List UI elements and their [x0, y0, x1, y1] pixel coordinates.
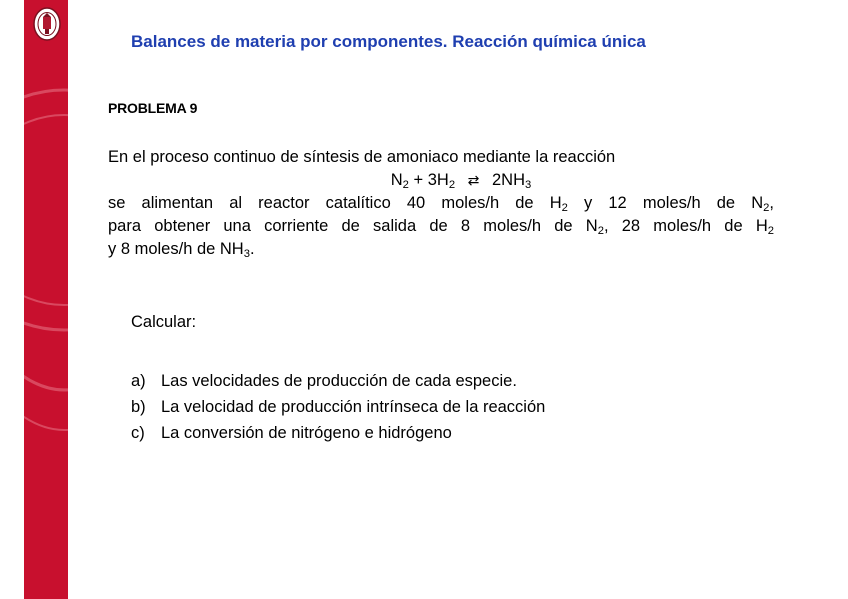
task-list — [131, 368, 545, 446]
list-item — [131, 420, 545, 446]
university-logo-icon — [32, 6, 62, 42]
sidebar-band — [24, 0, 68, 599]
problem-statement — [108, 146, 774, 261]
outlet-end-sub-1: 3 — [243, 247, 250, 260]
statement-intro: En el proceso continuo de síntesis de amoniaco mediante la reacción — [108, 148, 616, 166]
problem-heading: PROBLEMA 9 — [108, 100, 198, 116]
statement-outlet — [108, 215, 774, 238]
list-item — [131, 394, 545, 420]
task-letter: b) — [131, 398, 146, 416]
feed-text-3: , — [769, 194, 774, 212]
page-title: Balances de materia por componentes. Reacción química única — [131, 32, 646, 51]
eq-product-sub: 3 — [525, 178, 532, 191]
task-letter: a) — [131, 372, 146, 390]
outlet-text-1: para obtener una corriente de salida de 8 moles/h de N — [108, 217, 598, 235]
eq-reactant2-sub: 2 — [448, 178, 456, 191]
eq-product: 2NH — [491, 171, 525, 189]
feed-sub-1: 2 — [561, 201, 568, 214]
reaction-equation — [108, 169, 774, 192]
eq-reactant2: + 3H — [413, 171, 449, 189]
statement-outlet-end — [108, 238, 774, 261]
task-text: La velocidad de producción intrínseca de la reacción — [161, 398, 546, 416]
feed-text-2: y 12 moles/h de N — [567, 194, 764, 212]
task-letter: c) — [131, 424, 145, 442]
task-text: La conversión de nitrógeno e hidrógeno — [161, 424, 452, 442]
calculate-label: Calcular: — [131, 313, 197, 331]
feed-sub-2: 2 — [763, 201, 770, 214]
eq-reactant1: N — [390, 171, 403, 189]
outlet-sub-2: 2 — [767, 224, 774, 237]
outlet-text-2: , 28 moles/h de H — [603, 217, 768, 235]
outlet-end-text-1: y 8 moles/h de NH — [108, 240, 244, 258]
equilibrium-arrow-icon: ⇄ — [467, 172, 480, 188]
list-item — [131, 368, 545, 394]
statement-feed — [108, 192, 774, 215]
outlet-sub-1: 2 — [597, 224, 604, 237]
seal-watermark-icon — [24, 60, 68, 480]
task-text: Las velocidades de producción de cada especie. — [161, 372, 517, 390]
feed-text-1: se alimentan al reactor catalítico 40 moles/h de H — [108, 194, 562, 212]
eq-reactant1-sub: 2 — [402, 178, 409, 191]
outlet-end-text-2: . — [249, 240, 255, 258]
